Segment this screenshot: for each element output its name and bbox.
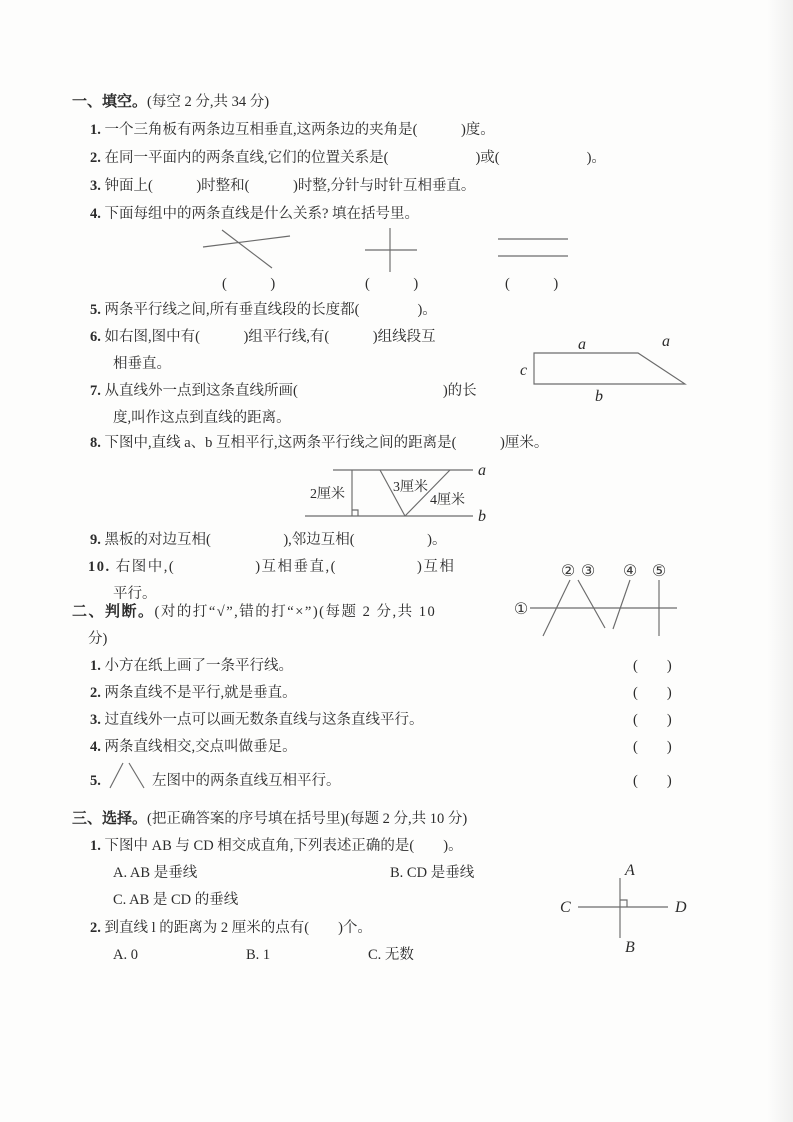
circled-number-5: ⑤ <box>651 561 667 580</box>
label-2cm: 2厘米 <box>310 487 345 502</box>
s2-item-4: 4. 两条直线相交,交点叫做垂足。 <box>90 739 297 755</box>
point-label-B: B <box>625 939 635 956</box>
s2-item-1-answer-bracket: ( ) <box>633 658 672 674</box>
s3-q1-option-c: C. AB 是 CD 的垂线 <box>113 892 239 908</box>
s1-item-10-wrap: 平行。 <box>113 586 157 602</box>
s1-item-3: 3. 钟面上( )时整和( )时整,分针与时针互相垂直。 <box>90 178 476 194</box>
section3-points: (把正确答案的序号填在括号里)(每题 2 分,共 10 分) <box>147 811 468 827</box>
s3-q2-option-c: C. 无数 <box>368 947 414 963</box>
line-3 <box>578 580 605 628</box>
s2-item-4-answer-bracket: ( ) <box>633 739 672 755</box>
s2-item-2-answer-bracket: ( ) <box>633 685 672 701</box>
s2-item-3: 3. 过直线外一点可以画无数条直线与这条直线平行。 <box>90 712 424 728</box>
s2-item-1: 1. 小方在纸上画了一条平行线。 <box>90 658 293 674</box>
section1-heading <box>72 92 269 112</box>
s2-item-5-two-lines-figure <box>107 760 149 792</box>
s3-q2-option-b: B. 1 <box>246 947 271 963</box>
q4-bracket-3: ( ) <box>505 276 559 292</box>
s1-item-8: 8. 下图中,直线 a、b 互相平行,这两条平行线之间的距离是( )厘米。 <box>90 435 549 451</box>
s3-q2-option-a: A. 0 <box>113 947 138 963</box>
trapezoid-label-c: c <box>520 362 528 379</box>
s1-item-5: 5. 两条平行线之间,所有垂直线段的长度都( )。 <box>90 302 437 318</box>
label-3cm: 3厘米 <box>393 480 428 495</box>
s3-question-1: 1. 下图中 AB 与 CD 相交成直角,下列表述正确的是( )。 <box>90 838 463 854</box>
intersecting-line-2 <box>222 230 272 268</box>
q10-numbered-lines-figure <box>505 560 750 645</box>
label-line-b: b <box>478 508 486 525</box>
s1-item-6-wrap: 相垂直。 <box>113 356 171 372</box>
section1-title: 一、填空。 <box>72 94 148 110</box>
section3-title: 三、选择。 <box>72 811 148 827</box>
s1-item-4: 4. 下面每组中的两条直线是什么关系? 填在括号里。 <box>90 206 420 222</box>
line-4 <box>613 580 630 629</box>
label-4cm: 4厘米 <box>430 493 465 508</box>
slanted-line-1 <box>110 763 123 788</box>
slanted-line-2 <box>129 763 144 788</box>
s2-item-5-answer-bracket: ( ) <box>633 773 672 789</box>
s3-q1-option-a: A. AB 是垂线 <box>113 865 198 881</box>
circled-number-4: ④ <box>622 561 638 580</box>
s2-item-3-answer-bracket: ( ) <box>633 712 672 728</box>
s1-item-10: 10. 右图中,( )互相垂直,( )互相 <box>88 559 456 575</box>
s3-q1-option-b: B. CD 是垂线 <box>390 865 475 881</box>
s2-item-5-num: 5. <box>90 773 101 789</box>
scan-edge-shadow <box>767 0 793 1122</box>
s2-item-5-text: 左图中的两条直线互相平行。 <box>152 773 341 789</box>
q4-bracket-2: ( ) <box>365 276 419 292</box>
section1-points: (每空 2 分,共 34 分) <box>147 94 270 110</box>
section2-heading <box>72 602 436 622</box>
right-angle-mark <box>620 900 627 907</box>
q6-trapezoid-figure <box>505 332 740 410</box>
circled-number-1: ① <box>513 599 529 618</box>
q4-line-pairs-figure <box>195 222 575 274</box>
s1-item-6: 6. 如右图,图中有( )组平行线,有( )组线段互 <box>90 329 436 345</box>
section2-title: 二、判断。 <box>72 604 155 620</box>
s3-question-2: 2. 到直线 l 的距离为 2 厘米的点有( )个。 <box>90 920 372 936</box>
trapezoid-label-a-top: a <box>578 336 586 353</box>
s1-item-1: 1. 一个三角板有两条边互相垂直,这两条边的夹角是( )度。 <box>90 122 495 138</box>
section3-heading <box>72 809 467 829</box>
trapezoid-label-a-right: a <box>662 333 670 350</box>
s2-item-2: 2. 两条直线不是平行,就是垂直。 <box>90 685 297 701</box>
s1-item-7: 7. 从直线外一点到这条直线所画( )的长 <box>90 383 477 399</box>
right-angle-mark <box>352 510 358 516</box>
point-label-A: A <box>625 862 635 879</box>
section2-points: (对的打“√”,错的打“×”)(每题 2 分,共 10 <box>154 604 437 620</box>
point-label-D: D <box>675 899 687 916</box>
circled-number-3: ③ <box>580 561 596 580</box>
s3-q1-perpendicular-figure <box>558 862 698 957</box>
trapezoid-shape <box>534 353 685 384</box>
s1-item-2: 2. 在同一平面内的两条直线,它们的位置关系是( )或( )。 <box>90 150 606 166</box>
q4-bracket-1: ( ) <box>222 276 276 292</box>
section2-heading-wrap: 分) <box>88 631 108 647</box>
s1-item-9: 9. 黑板的对边互相( ),邻边互相( )。 <box>90 532 447 548</box>
s1-item-7-wrap: 度,叫作这点到直线的距离。 <box>113 410 291 426</box>
trapezoid-label-b: b <box>595 388 603 405</box>
intersecting-line-1 <box>203 236 290 247</box>
point-label-C: C <box>560 899 571 916</box>
circled-number-2: ② <box>560 561 576 580</box>
q8-parallel-distance-figure <box>300 452 495 524</box>
label-line-a: a <box>478 462 486 479</box>
